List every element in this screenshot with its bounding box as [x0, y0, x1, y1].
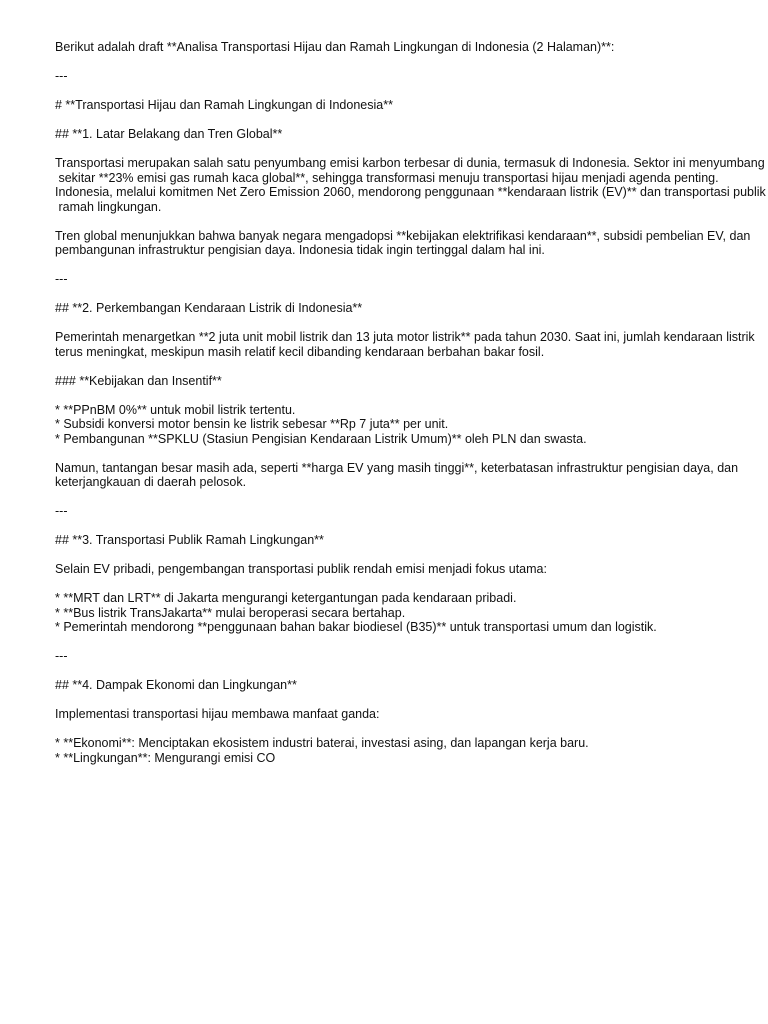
- section-2-paragraph-2: [55, 461, 768, 490]
- document-page: [55, 40, 768, 765]
- section-1-paragraph-2: [55, 229, 768, 258]
- document-title: # **Transportasi Hijau dan Ramah Lingkungan di Indonesia**: [55, 98, 393, 112]
- list-item: * Subsidi konversi motor bensin ke listrik sebesar **Rp 7 juta** per unit.: [55, 417, 449, 431]
- section-1-paragraph-1: [55, 156, 768, 214]
- section-2-heading: ## **2. Perkembangan Kendaraan Listrik di Indonesia**: [55, 301, 363, 315]
- text-line: Implementasi transportasi hijau membawa manfaat ganda:: [55, 707, 380, 721]
- text-line: Transportasi merupakan salah satu penyumbang emisi karbon terbesar di dunia, termasuk di Indonesia. Sektor ini menyumbang: [55, 156, 765, 170]
- section-4-bullet-list: [55, 736, 768, 765]
- section-2-bullet-list: [55, 403, 768, 447]
- text-line: Namun, tantangan besar masih ada, seperti **harga EV yang masih tinggi**, keterbatasan infrastruktur pengisian daya, dan: [55, 460, 739, 475]
- list-item: * **Bus listrik TransJakarta** mulai beroperasi secara bertahap.: [55, 605, 406, 620]
- section-1-heading: ## **1. Latar Belakang dan Tren Global**: [55, 127, 283, 141]
- intro-line: Berikut adalah draft **Analisa Transportasi Hijau dan Ramah Lingkungan di Indonesia (2 Halaman)**:: [55, 40, 615, 54]
- section-4-paragraph-1: [55, 707, 768, 722]
- list-item: * **Ekonomi**: Menciptakan ekosistem industri baterai, investasi asing, dan lapangan kerja baru.: [55, 736, 589, 750]
- section-2-paragraph-1: [55, 330, 768, 359]
- list-item: * **PPnBM 0%** untuk mobil listrik tertentu.: [55, 402, 296, 417]
- text-line: ramah lingkungan.: [55, 199, 162, 214]
- section-3-paragraph-1: [55, 562, 768, 577]
- list-item: * Pemerintah mendorong **penggunaan bahan bakar biodiesel (B35)** untuk transportasi umum dan logistik.: [55, 620, 657, 634]
- separator: ---: [55, 504, 68, 518]
- section-3-bullet-list: [55, 591, 768, 635]
- list-item: * **MRT dan LRT** di Jakarta mengurangi ketergantungan pada kendaraan pribadi.: [55, 591, 517, 605]
- text-line: Selain EV pribadi, pengembangan transportasi publik rendah emisi menjadi fokus utama:: [55, 562, 547, 576]
- separator: ---: [55, 649, 68, 663]
- section-3-heading: ## **3. Transportasi Publik Ramah Lingkungan**: [55, 533, 324, 547]
- list-item: * Pembangunan **SPKLU (Stasiun Pengisian Kendaraan Listrik Umum)** oleh PLN dan swasta.: [55, 431, 587, 446]
- text-line: pembangunan infrastruktur pengisian daya. Indonesia tidak ingin tertinggal dalam hal ini.: [55, 243, 545, 257]
- text-line: Pemerintah menargetkan **2 juta unit mobil listrik dan 13 juta motor listrik** pada tahun 2030. Saat ini, jumlah kendaraan listrik: [55, 330, 755, 344]
- section-2-subheading: ### **Kebijakan dan Insentif**: [55, 373, 222, 388]
- text-line: Indonesia, melalui komitmen Net Zero Emission 2060, mendorong penggunaan **kendaraan listrik (EV)** dan transportasi publik: [55, 185, 766, 199]
- text-line: terus meningkat, meskipun masih relatif kecil dibanding kendaraan berbahan bakar fosil.: [55, 344, 545, 359]
- text-line: Tren global menunjukkan bahwa banyak negara mengadopsi **kebijakan elektrifikasi kendaraan**, subsidi pembelian EV, dan: [55, 228, 751, 243]
- text-line: keterjangkauan di daerah pelosok.: [55, 475, 247, 489]
- separator: ---: [55, 272, 68, 286]
- section-4-heading: ## **4. Dampak Ekonomi dan Lingkungan**: [55, 678, 297, 692]
- list-item: * **Lingkungan**: Mengurangi emisi CO: [55, 750, 276, 765]
- text-line: sekitar **23% emisi gas rumah kaca global**, sehingga transformasi menuju transportasi hijau menjadi agenda penting.: [55, 170, 719, 185]
- separator: ---: [55, 69, 68, 83]
